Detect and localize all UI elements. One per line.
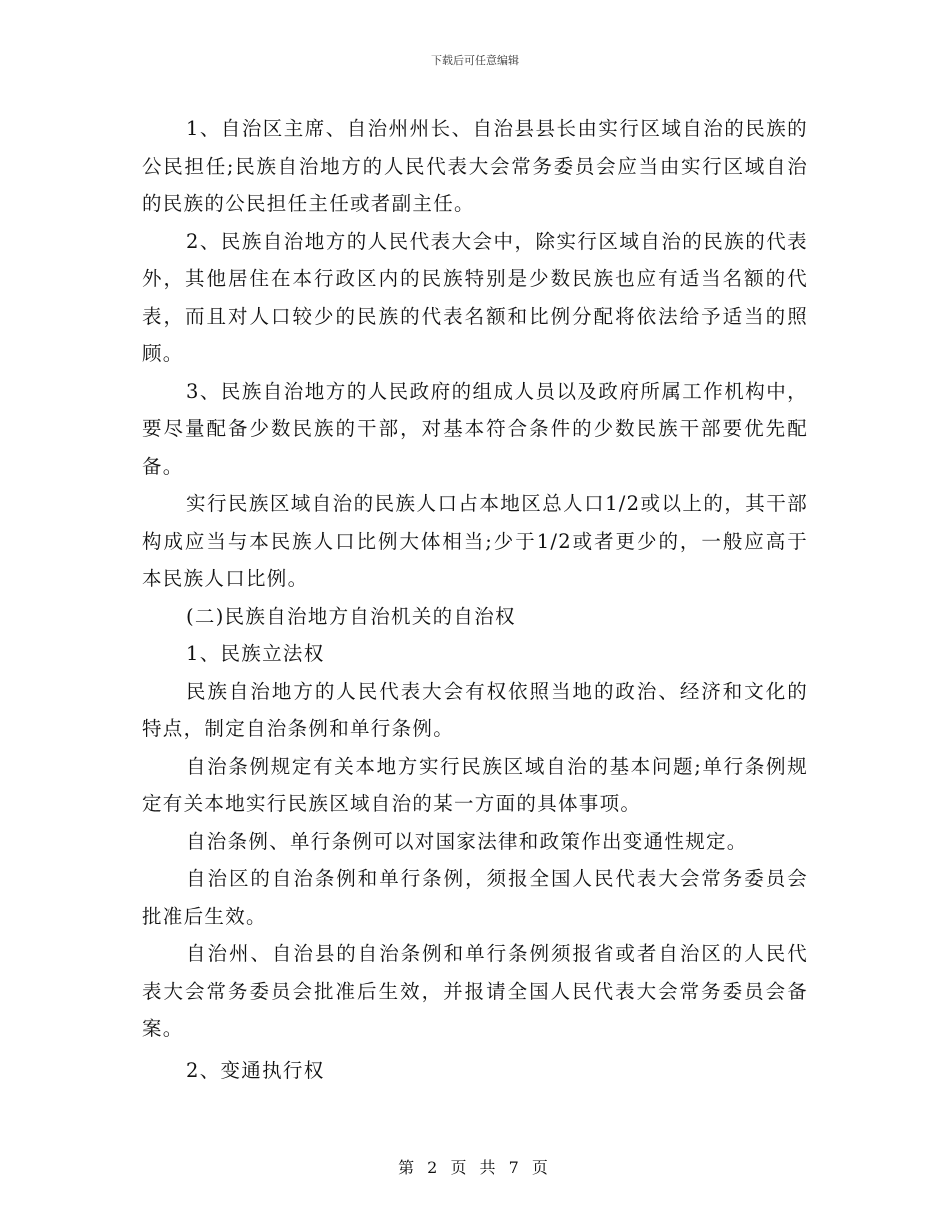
paragraph: 民族自治地方的人民代表大会有权依照当地的政治、经济和文化的特点，制定自治条例和单行条例。	[142, 679, 808, 740]
section-heading: (二)民族自治地方自治机关的自治权	[186, 604, 516, 628]
page-header: 下载后可任意编辑	[431, 54, 519, 67]
document-body	[142, 110, 808, 1089]
paragraph: 自治州、自治县的自治条例和单行条例须报省或者自治区的人民代表大会常务委员会批准后生效，并报请全国人民代表大会常务委员会备案。	[142, 942, 808, 1040]
paragraph: 实行民族区域自治的民族人口占本地区总人口1/2或以上的，其干部构成应当与本民族人口比例大体相当;少于1/2或者更少的，一般应高于本民族人口比例。	[142, 492, 808, 590]
page-number: 第 2 页 共 7 页	[398, 1158, 552, 1177]
paragraph: 自治区的自治条例和单行条例，须报全国人民代表大会常务委员会批准后生效。	[142, 867, 808, 928]
paragraph: 3、民族自治地方的人民政府的组成人员以及政府所属工作机构中，要尽量配备少数民族的干部，对基本符合条件的少数民族干部要优先配备。	[142, 379, 808, 478]
paragraph: 自治条例规定有关本地方实行民族区域自治的基本问题;单行条例规定有关本地实行民族区域自治的某一方面的具体事项。	[142, 754, 808, 815]
subsection-heading: 1、民族立法权	[186, 642, 325, 665]
paragraph: 自治条例、单行条例可以对国家法律和政策作出变通性规定。	[186, 829, 748, 853]
paragraph: 1、自治区主席、自治州州长、自治县县长由实行区域自治的民族的公民担任;民族自治地方的人民代表大会常务委员会应当由实行区域自治的民族的公民担任主任或者副主任。	[142, 117, 808, 215]
paragraph: 2、民族自治地方的人民代表大会中，除实行区域自治的民族的代表外，其他居住在本行政区内的民族特别是少数民族也应有适当名额的代表，而且对人口较少的民族的代表名额和比例分配将依法给予适当的照顾。	[142, 229, 808, 365]
subsection-heading: 2、变通执行权	[186, 1058, 325, 1082]
